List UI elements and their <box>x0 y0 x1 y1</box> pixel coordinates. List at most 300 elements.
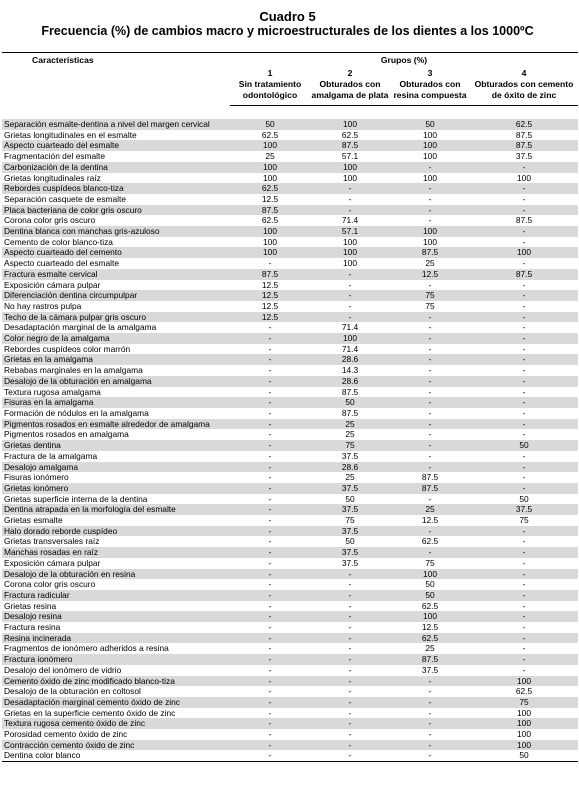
group-1-value: - <box>230 740 310 751</box>
group-3-value: - <box>390 697 470 708</box>
group-label-line1: Obturados con cemento <box>474 79 574 89</box>
table-row <box>2 665 578 676</box>
group-3-value: - <box>390 205 470 216</box>
group-1-value: - <box>230 750 310 761</box>
group-3-value: - <box>428 493 432 504</box>
group-4-value: - <box>470 183 578 194</box>
characteristic-label: Dentina blanca con manchas gris-azuloso <box>2 226 230 237</box>
group-2-value: - <box>310 633 390 644</box>
group-3-value: - <box>428 707 432 718</box>
group-4-value: - <box>522 279 526 290</box>
group-3-value: - <box>390 462 470 473</box>
group-4-value: 50 <box>470 440 578 451</box>
group-3-value: - <box>428 365 432 376</box>
characteristic-label: Corona color gris oscuro <box>4 215 96 226</box>
characteristic-label: Carbonización de la dentina <box>2 162 230 173</box>
table-row <box>2 740 578 751</box>
group-3-value: - <box>390 740 470 751</box>
table-row <box>2 697 578 708</box>
group-4-value: - <box>522 472 526 483</box>
group-label-line2: amalgama de plata <box>311 90 389 100</box>
characteristic-label: Textura rugosa amalgama <box>4 386 101 397</box>
group-2-value: 25 <box>310 419 390 430</box>
group-3-value: - <box>390 333 470 344</box>
group-4-value: - <box>470 654 578 665</box>
characteristic-label: Fractura ionómero <box>2 654 230 665</box>
table-row <box>2 237 578 248</box>
characteristic-label: Cemento óxido de zinc modificado blanco-tiza <box>2 676 230 687</box>
group-2-value: - <box>348 729 352 740</box>
table-row <box>2 397 578 408</box>
group-4-value: 100 <box>517 172 531 183</box>
group-2-value: 28.6 <box>310 354 390 365</box>
group-1-value: - <box>268 450 272 461</box>
group-1-value: 100 <box>230 162 310 173</box>
characteristic-label: Grietas superficie interna de la dentina <box>4 493 148 504</box>
table-row <box>2 183 578 194</box>
characteristic-label: Desadaptación marginal cemento óxido de zinc <box>2 697 230 708</box>
group-4-value: - <box>522 236 526 247</box>
group-2-value: 14.3 <box>341 365 359 376</box>
characteristic-label: Aspecto cuarteado del esmalte <box>2 140 230 151</box>
group-3-value: - <box>428 407 432 418</box>
group-2-value: 37.5 <box>310 483 390 494</box>
group-4-value: - <box>522 622 526 633</box>
characteristic-label: Fractura radicular <box>2 590 230 601</box>
characteristic-label: Dentina atrapada en la morfología del esmalte <box>2 504 230 515</box>
table-row <box>2 750 578 761</box>
characteristic-label: Techo de la cámara pulpar gris oscuro <box>2 312 230 323</box>
group-label-line1: Sin tratamiento <box>238 79 302 89</box>
characteristic-label: Rebordes cuspídeos color marrón <box>4 343 131 354</box>
group-3-value: - <box>390 183 470 194</box>
group-1-value: - <box>268 386 272 397</box>
group-1-value: - <box>268 343 272 354</box>
group-4-value: - <box>522 450 526 461</box>
spacer-cell <box>230 106 310 120</box>
group-2-value: - <box>348 579 352 590</box>
characteristic-label: Formación de nódulos en la amalgama <box>4 407 149 418</box>
table-row <box>2 344 578 355</box>
group-4-value: 100 <box>470 676 578 687</box>
group-4-value: - <box>470 611 578 622</box>
group-3-value: - <box>428 450 432 461</box>
group-4-value: 62.5 <box>470 119 578 130</box>
characteristic-label: Rebabas marginales en la amalgama <box>4 365 143 376</box>
group-1-value: - <box>230 504 310 515</box>
characteristic-label: Desalojo de la obturación en amalgama <box>2 376 230 387</box>
group-4-value: - <box>470 419 578 430</box>
group-1-value: - <box>230 333 310 344</box>
group-2-value: - <box>310 290 390 301</box>
table-row <box>2 365 578 376</box>
group-1-header <box>230 66 310 106</box>
group-2-value: 25 <box>345 472 355 483</box>
group-3-value: - <box>428 729 432 740</box>
group-1-value: - <box>230 654 310 665</box>
group-3-value: - <box>428 322 432 333</box>
group-1-value: 12.5 <box>261 193 279 204</box>
group-4-value: 87.5 <box>470 140 578 151</box>
group-4-value: - <box>522 664 526 675</box>
group-1-value: - <box>268 557 272 568</box>
group-4-value: - <box>470 290 578 301</box>
group-2-value: - <box>348 279 352 290</box>
group-2-value: 75 <box>310 440 390 451</box>
group-4-value: - <box>522 300 526 311</box>
group-4-value: 50 <box>519 493 529 504</box>
group-1-value: - <box>230 526 310 537</box>
group-4-value: 100 <box>470 247 578 258</box>
table-row <box>2 462 578 473</box>
group-3-value: 25 <box>425 258 435 269</box>
group-1-value: - <box>268 493 272 504</box>
group-2-value: 100 <box>343 258 357 269</box>
group-1-value: 100 <box>230 226 310 237</box>
group-1-value: - <box>268 643 272 654</box>
table-row <box>2 536 578 547</box>
group-3-value: 75 <box>390 290 470 301</box>
group-4-value: - <box>470 312 578 323</box>
characteristic-label: Dentina color blanco <box>2 750 230 761</box>
table-row <box>2 633 578 644</box>
group-4-value: - <box>470 633 578 644</box>
table-row <box>2 247 578 258</box>
table-row <box>2 354 578 365</box>
table-row <box>2 290 578 301</box>
group-4-value: - <box>522 536 526 547</box>
group-1-value: - <box>230 483 310 494</box>
group-4-value: 100 <box>517 729 531 740</box>
table-row <box>2 494 578 505</box>
characteristic-label: Grietas en la superficie cemento óxido de zinc <box>4 707 176 718</box>
group-1-value: - <box>268 686 272 697</box>
table-row <box>2 226 578 237</box>
group-2-value: - <box>310 676 390 687</box>
group-3-header <box>390 66 470 106</box>
group-3-value: 87.5 <box>421 472 439 483</box>
group-2-value: - <box>310 750 390 761</box>
group-1-value: - <box>230 547 310 558</box>
characteristic-label: Fragmentación del esmalte <box>4 151 106 162</box>
table-row <box>2 643 578 654</box>
group-4-value: - <box>470 354 578 365</box>
table-row <box>2 162 578 173</box>
group-1-value: - <box>268 322 272 333</box>
group-2-value: 100 <box>343 236 357 247</box>
frequency-table <box>2 52 578 762</box>
group-1-value: - <box>268 258 272 269</box>
group-1-value: - <box>268 579 272 590</box>
group-1-value: 100 <box>263 172 277 183</box>
group-1-value: - <box>230 462 310 473</box>
group-2-value: 71.4 <box>341 215 359 226</box>
group-1-value: - <box>230 419 310 430</box>
group-3-value: 87.5 <box>390 483 470 494</box>
characteristic-label: Grietas esmalte <box>4 515 63 526</box>
group-4-value: 50 <box>470 750 578 761</box>
group-4-value: 100 <box>517 707 531 718</box>
characteristic-label: Pigmentos rosados en amalgama <box>4 429 129 440</box>
group-number: 4 <box>521 68 527 78</box>
group-4-value: - <box>470 205 578 216</box>
group-2-value: - <box>348 686 352 697</box>
group-2-value: 37.5 <box>310 504 390 515</box>
group-4-value: 62.5 <box>515 686 533 697</box>
group-1-value: 62.5 <box>261 129 279 140</box>
group-2-value: - <box>348 622 352 633</box>
group-2-value: 100 <box>343 172 357 183</box>
group-1-value: 62.5 <box>230 183 310 194</box>
table-row <box>2 472 578 483</box>
group-1-value: - <box>230 376 310 387</box>
group-4-value: - <box>522 579 526 590</box>
table-row <box>2 194 578 205</box>
group-2-value: 28.6 <box>310 462 390 473</box>
characteristic-label: Fractura de la amalgama <box>4 450 98 461</box>
group-1-value: - <box>230 718 310 729</box>
group-1-value: 100 <box>230 247 310 258</box>
group-4-value: - <box>522 600 526 611</box>
group-1-value: - <box>268 707 272 718</box>
group-2-value: - <box>310 269 390 280</box>
group-label-line2: odontológico <box>242 90 298 100</box>
group-3-value: 100 <box>390 611 470 622</box>
group-3-value: 25 <box>425 643 435 654</box>
spacer-cell <box>2 106 230 120</box>
group-3-value: 50 <box>390 119 470 130</box>
characteristic-label: Color negro de la amalgama <box>2 333 230 344</box>
group-3-value: - <box>390 526 470 537</box>
group-3-value: - <box>390 312 470 323</box>
group-1-value: - <box>230 569 310 580</box>
table-row <box>2 440 578 451</box>
group-3-value: 62.5 <box>421 536 439 547</box>
group-1-value: 12.5 <box>261 279 279 290</box>
table-row <box>2 301 578 312</box>
table-row <box>2 312 578 323</box>
table-row <box>2 151 578 162</box>
group-1-value: - <box>268 472 272 483</box>
group-3-value: - <box>428 279 432 290</box>
spacer-cell <box>390 106 470 120</box>
characteristic-label: Fisuras en la amalgama <box>2 397 230 408</box>
characteristic-label: Grietas longitudinales raíz <box>4 172 101 183</box>
group-2-value: 71.4 <box>341 343 359 354</box>
group-4-value: - <box>522 429 526 440</box>
group-4-value: - <box>522 343 526 354</box>
group-1-value: 12.5 <box>261 300 279 311</box>
group-3-value: - <box>428 686 432 697</box>
group-3-value: - <box>390 354 470 365</box>
table-row <box>2 322 578 333</box>
table-row <box>2 504 578 515</box>
group-4-value: - <box>470 547 578 558</box>
group-3-value: 100 <box>390 140 470 151</box>
group-1-value: - <box>268 664 272 675</box>
characteristic-label: Rebordes cuspídeos blanco-tiza <box>2 183 230 194</box>
group-label-line2: de óxito de zinc <box>491 90 557 100</box>
group-3-value: 87.5 <box>390 654 470 665</box>
table-row <box>2 269 578 280</box>
characteristic-label: Grietas resina <box>4 600 57 611</box>
characteristic-label: Cemento de color blanco-tiza <box>4 236 113 247</box>
characteristic-label: Fisuras ionómero <box>4 472 69 483</box>
characteristic-label: Desalojo amalgama <box>2 462 230 473</box>
group-2-value: 62.5 <box>341 129 359 140</box>
table-row <box>2 601 578 612</box>
group-2-value: - <box>348 707 352 718</box>
group-1-value: 87.5 <box>230 269 310 280</box>
group-1-value: - <box>268 600 272 611</box>
group-3-value: - <box>390 718 470 729</box>
group-2-value: - <box>310 740 390 751</box>
group-3-value: 75 <box>425 557 435 568</box>
group-label-line1: Obturados con <box>399 79 461 89</box>
characteristic-label: Desalojo resina <box>2 611 230 622</box>
group-1-value: - <box>268 365 272 376</box>
group-3-value: 100 <box>423 151 437 162</box>
group-4-value: - <box>522 258 526 269</box>
characteristic-label: Desalojo de la obturación en coltosol <box>4 686 141 697</box>
characteristic-label: Fractura resina <box>4 622 61 633</box>
group-2-value: 50 <box>345 493 355 504</box>
characteristic-label: Fragmentos de ionómero adheridos a resina <box>4 643 169 654</box>
group-4-value: - <box>470 226 578 237</box>
group-2-value: - <box>348 193 352 204</box>
group-3-value: 100 <box>390 569 470 580</box>
group-2-value: - <box>310 205 390 216</box>
group-3-value: - <box>390 440 470 451</box>
group-3-value: 50 <box>390 590 470 601</box>
group-3-value: 100 <box>423 236 437 247</box>
group-1-value: 100 <box>230 140 310 151</box>
characteristic-label: Fractura esmalte cervical <box>2 269 230 280</box>
group-2-header <box>310 66 390 106</box>
group-3-value: 62.5 <box>421 600 439 611</box>
group-3-value: 50 <box>425 579 435 590</box>
table-row <box>2 579 578 590</box>
header-spacer <box>2 106 578 120</box>
table-header <box>2 53 578 106</box>
characteristic-label: Desalojo del ionómero de vidrio <box>4 664 122 675</box>
table-row <box>2 419 578 430</box>
characteristic-label: Grietas longitudinales en el esmalte <box>4 129 137 140</box>
group-3-value: - <box>390 547 470 558</box>
group-2-value: 100 <box>310 247 390 258</box>
characteristic-label: Aspecto cuarteado del cemento <box>2 247 230 258</box>
table-row <box>2 173 578 184</box>
table-row <box>2 526 578 537</box>
group-1-value: 87.5 <box>230 205 310 216</box>
characteristic-label: No hay rastros pulpa <box>4 300 82 311</box>
group-4-value: - <box>470 526 578 537</box>
group-2-value: 57.1 <box>341 151 359 162</box>
group-number: 3 <box>427 68 433 78</box>
characteristic-label: Exposición cámara pulpar <box>4 557 101 568</box>
group-1-value: - <box>230 354 310 365</box>
group-2-value: - <box>310 654 390 665</box>
group-3-value: 12.5 <box>390 269 470 280</box>
group-2-value: 71.4 <box>341 322 359 333</box>
group-3-value: 87.5 <box>390 247 470 258</box>
table-row <box>2 654 578 665</box>
group-2-value: 28.6 <box>310 376 390 387</box>
group-1-value: 12.5 <box>230 290 310 301</box>
group-number: 1 <box>267 68 273 78</box>
table-row <box>2 376 578 387</box>
table-row <box>2 483 578 494</box>
group-2-value: 50 <box>345 536 355 547</box>
group-1-value: - <box>230 697 310 708</box>
group-4-value: 87.5 <box>470 269 578 280</box>
group-2-value: - <box>348 300 352 311</box>
table-row <box>2 558 578 569</box>
group-2-value: 100 <box>310 333 390 344</box>
group-4-value: - <box>522 643 526 654</box>
group-1-value: - <box>230 633 310 644</box>
group-1-value: - <box>230 440 310 451</box>
group-2-value: 37.5 <box>310 526 390 537</box>
group-4-value: 37.5 <box>515 151 533 162</box>
table-row <box>2 611 578 622</box>
group-3-value: - <box>390 397 470 408</box>
characteristic-label: Porosidad cemento óxido de zinc <box>4 729 128 740</box>
group-1-value: 50 <box>230 119 310 130</box>
characteristic-label: Corona color gris oscuro <box>4 579 96 590</box>
group-2-value: 37.5 <box>341 557 359 568</box>
group-2-value: - <box>310 611 390 622</box>
table-row <box>2 729 578 740</box>
group-3-value: 37.5 <box>421 664 439 675</box>
group-3-value: 25 <box>390 504 470 515</box>
group-3-value: - <box>390 676 470 687</box>
group-4-value: - <box>470 483 578 494</box>
characteristic-label: Halo dorado reborde cuspídeo <box>2 526 230 537</box>
characteristic-label: Desadaptación marginal de la amalgama <box>4 322 157 333</box>
table-caption-title: Frecuencia (%) de cambios macro y microestructurales de los dientes a los 1000ºC <box>41 24 534 38</box>
group-4-value: - <box>522 322 526 333</box>
group-3-value: 62.5 <box>390 633 470 644</box>
group-number: 2 <box>347 68 353 78</box>
group-3-value: 12.5 <box>421 622 439 633</box>
group-label-line1: Obturados con <box>319 79 381 89</box>
group-1-value: - <box>268 407 272 418</box>
group-2-value: 87.5 <box>341 407 359 418</box>
group-2-value: - <box>310 697 390 708</box>
group-2-value: - <box>310 718 390 729</box>
group-4-value: - <box>470 162 578 173</box>
group-4-value: - <box>470 590 578 601</box>
group-1-value: - <box>268 729 272 740</box>
characteristic-label: Grietas dentina <box>2 440 230 451</box>
group-2-value: - <box>348 643 352 654</box>
table-row <box>2 622 578 633</box>
group-1-value: - <box>268 515 272 526</box>
group-4-value: 37.5 <box>470 504 578 515</box>
table-row <box>2 333 578 344</box>
group-2-value: 37.5 <box>341 450 359 461</box>
group-3-value: - <box>390 162 470 173</box>
group-3-value: - <box>390 419 470 430</box>
group-3-value: - <box>428 193 432 204</box>
group-4-value: 100 <box>470 740 578 751</box>
table-row <box>2 451 578 462</box>
group-4-value: 100 <box>470 718 578 729</box>
group-3-value: - <box>390 376 470 387</box>
group-1-value: - <box>230 590 310 601</box>
group-2-value: 100 <box>310 162 390 173</box>
